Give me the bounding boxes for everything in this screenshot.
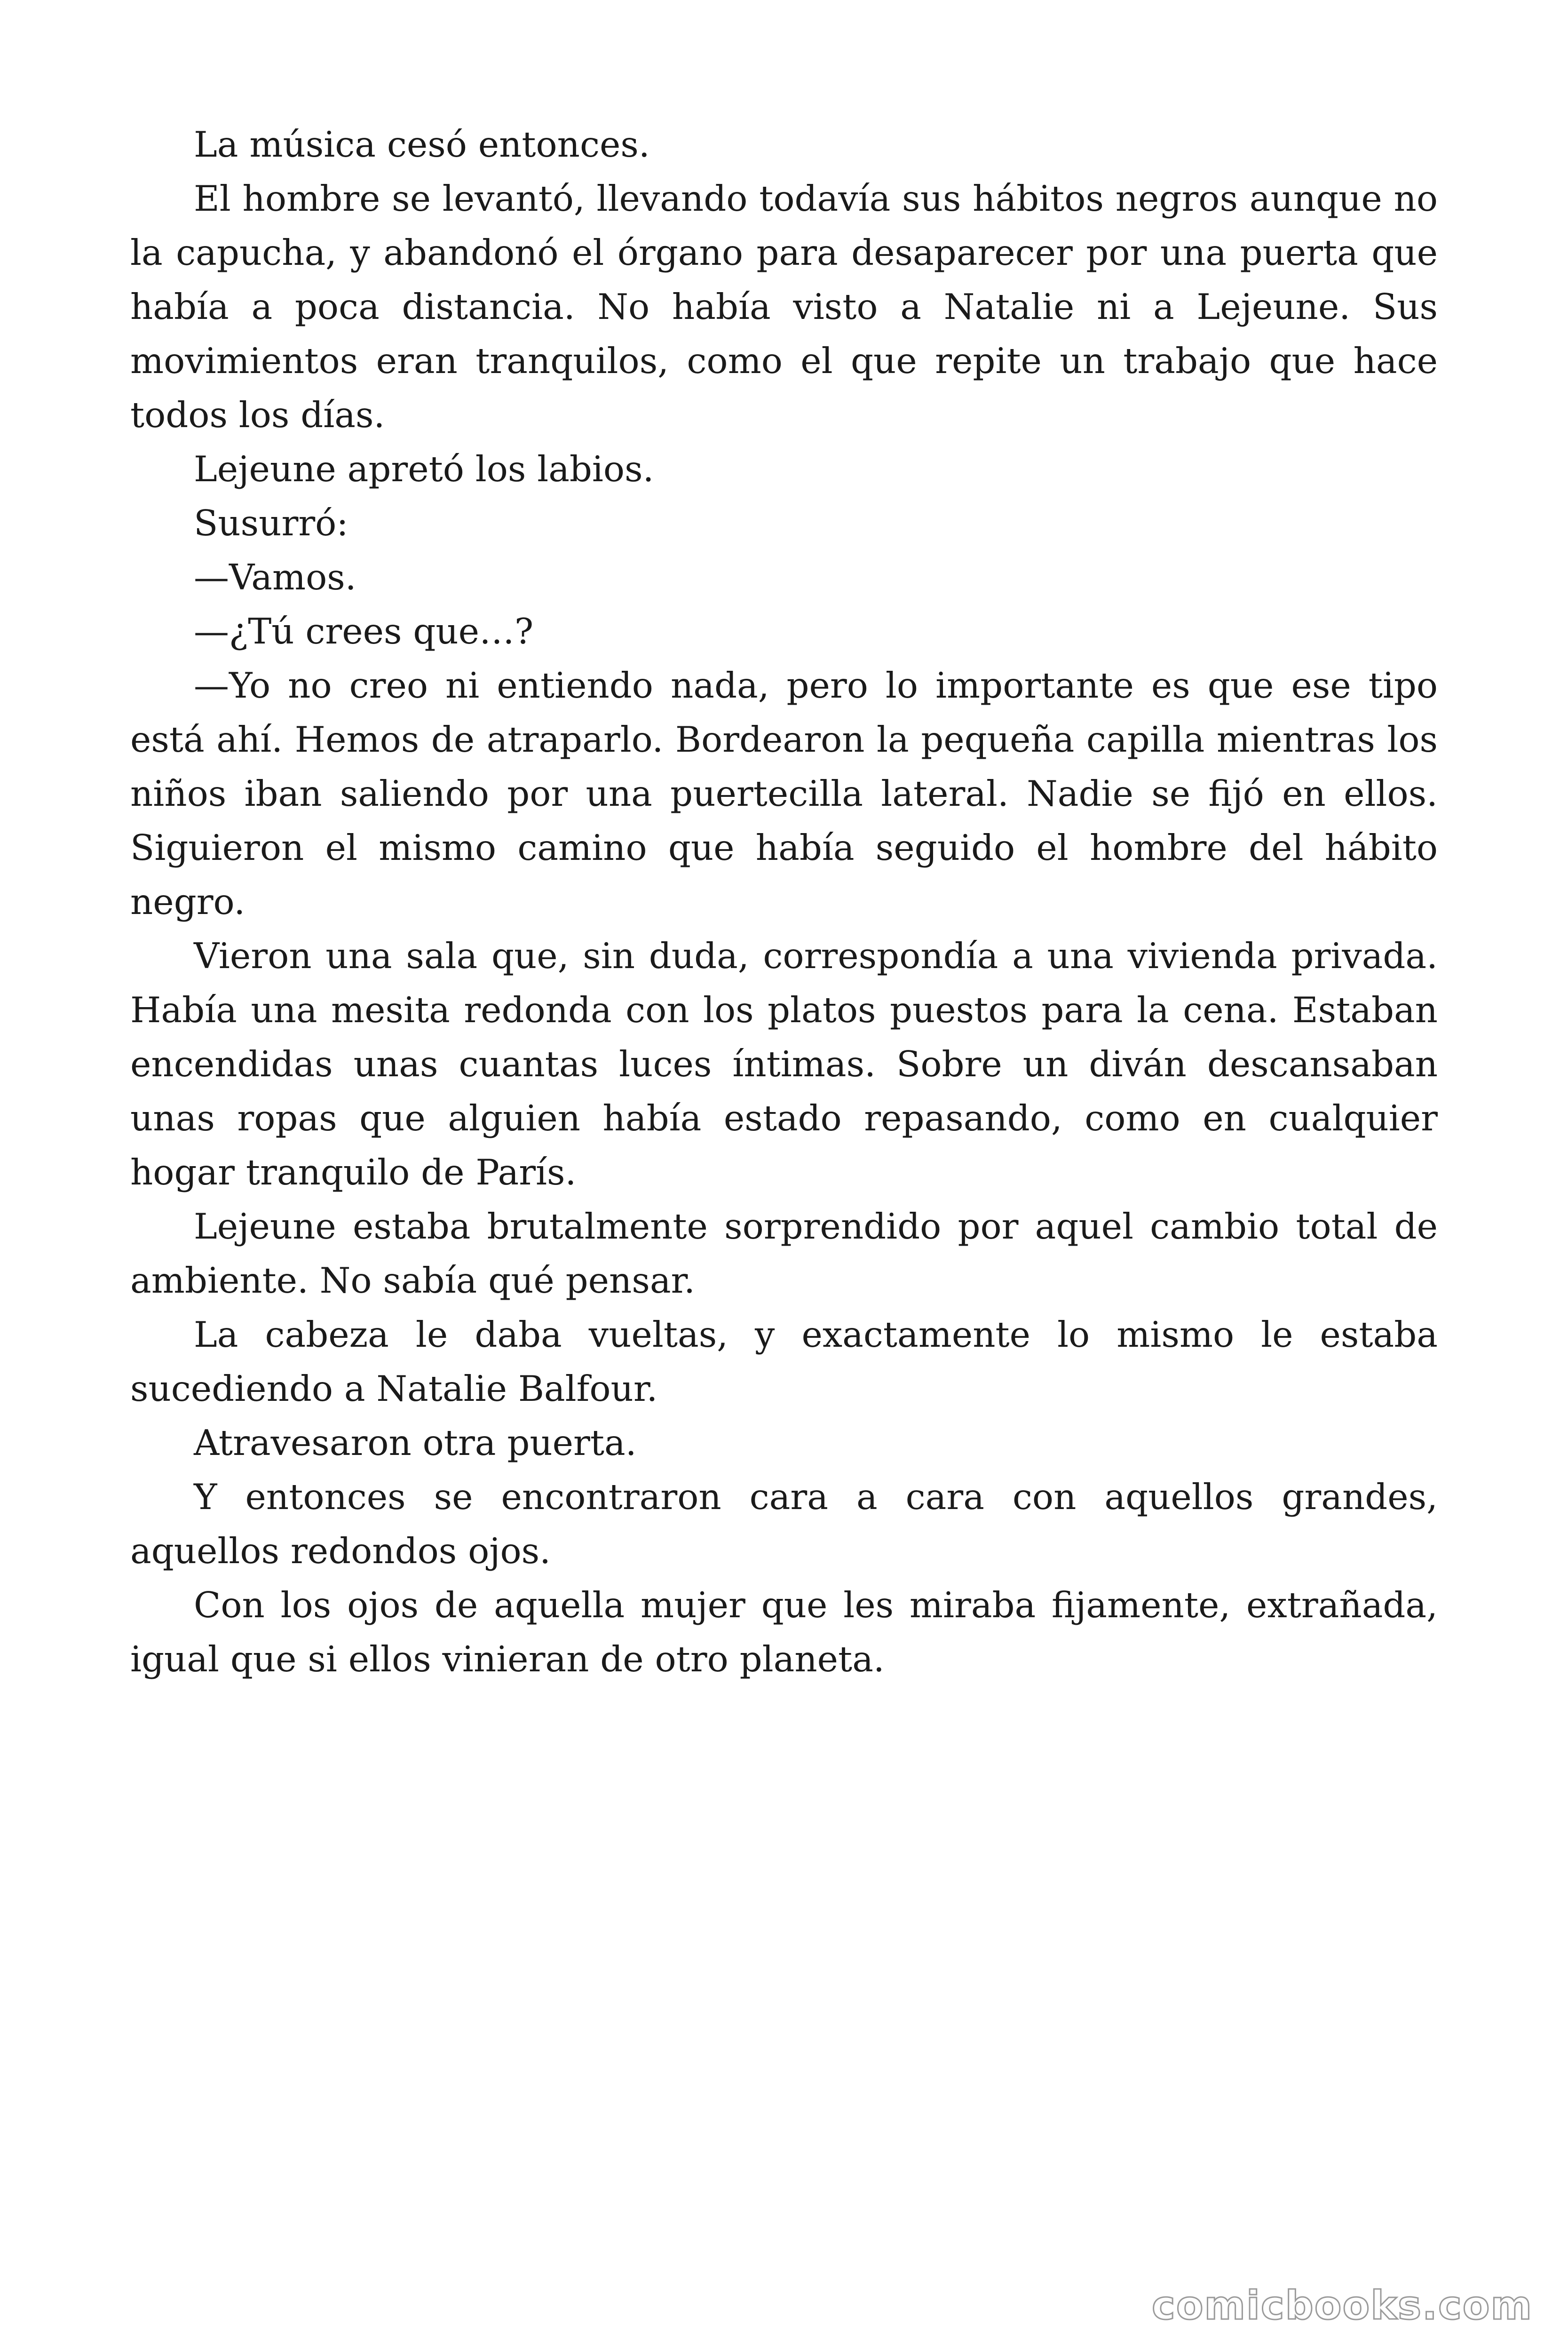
paragraph: —Vamos. [194, 556, 356, 598]
paragraph: —¿Tú crees que…? [194, 611, 534, 652]
paragraph: Con los ojos de aquella mujer que les miraba fijamente, extrañada, igual que si ellos vinieran de otro planeta. [130, 1584, 1438, 1680]
watermark: comicbooks.com [1152, 2282, 1533, 2328]
paragraph: Lejeune apretó los labios. [194, 448, 654, 490]
paragraph: El hombre se levantó, llevando todavía sus hábitos negros aunque no la capucha, y abandonó el órgano para desaparecer por una puerta que había a poca distancia. No había visto a Natalie ni a Lejeune. Sus movimientos eran tranquilos, como el que repite un trabajo que hace todos los días. [130, 178, 1438, 436]
paragraph: La música cesó entonces. [194, 124, 650, 165]
paragraph: Susurró: [194, 502, 348, 544]
paragraph: Atravesaron otra puerta. [194, 1422, 637, 1463]
paragraph: Vieron una sala que, sin duda, correspondía a una vivienda privada. Había una mesita redonda con los platos puestos para la cena. Estaban encendidas unas cuantas luces íntimas. Sobre un diván descansaban unas ropas que alguien había estado repasando, como en cualquier hogar tranquilo de París. [130, 935, 1438, 1193]
body-text [130, 118, 1438, 1686]
paragraph: Y entonces se encontraron cara a cara con aquellos grandes, aquellos redondos ojos. [130, 1476, 1438, 1572]
paragraph: La cabeza le daba vueltas, y exactamente lo mismo le estaba sucediendo a Natalie Balfour. [130, 1314, 1438, 1409]
paragraph: Lejeune estaba brutalmente sorprendido por aquel cambio total de ambiente. No sabía qué pensar. [130, 1206, 1438, 1301]
paragraph: —Yo no creo ni entiendo nada, pero lo importante es que ese tipo está ahí. Hemos de atraparlo. Bordearon la pequeña capilla mientras los niños iban saliendo por una puertecilla lateral. Nadie se fijó en ellos. Siguieron el mismo camino que había seguido el hombre del hábito negro. [130, 665, 1438, 922]
